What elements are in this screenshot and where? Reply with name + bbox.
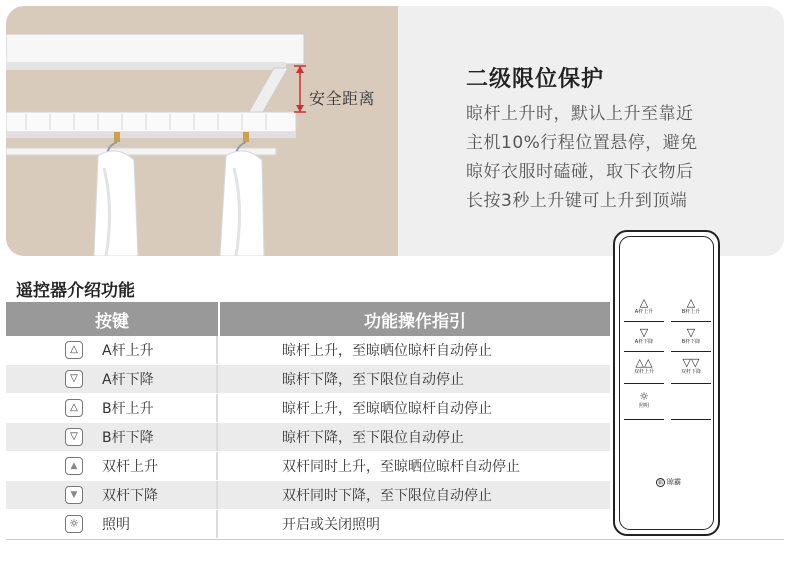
remote-divider [671, 419, 711, 420]
key-label: A杆下降 [102, 372, 154, 388]
remote-divider [624, 383, 664, 384]
table-row [6, 481, 610, 510]
table-row [6, 452, 610, 481]
hero-description-line: 晾杆上升时，默认上升至靠近 [466, 104, 694, 124]
double-down-icon: ▼ [65, 486, 83, 504]
function-cell: 晾杆下降，至下限位自动停止 [282, 372, 464, 388]
remote-button-light [624, 391, 664, 415]
double-up-icon: ▲ [65, 457, 83, 475]
remote-divider [624, 321, 664, 322]
function-cell: 晾杆上升，至晾晒位晾杆自动停止 [282, 401, 492, 417]
remote-button-label: A杆上升 [634, 309, 654, 315]
function-cell: 晾杆上升，至晾晒位晾杆自动停止 [282, 343, 492, 359]
brand-name: 晾霸 [667, 478, 681, 486]
remote-button-label: 双杆上升 [633, 369, 654, 375]
brand-mark-icon: 霸 [657, 479, 663, 486]
table-row [6, 336, 610, 365]
up-arrow-icon: △ [65, 399, 83, 417]
key-cell [6, 336, 218, 364]
light-icon: ☼ [65, 515, 83, 533]
key-label: B杆下降 [102, 430, 154, 446]
hero-description-line: 主机10%行程位置悬停，避免 [466, 133, 698, 153]
function-cell: 双杆同时上升，至晾晒位晾杆自动停止 [282, 459, 520, 475]
table-header [6, 302, 610, 336]
double-up-icon: △△ [635, 356, 653, 369]
remote-button-a-up [624, 297, 664, 321]
down-arrow-icon: ▽ [65, 428, 83, 446]
down-arrow-icon: ▽ [686, 326, 696, 339]
up-arrow-icon: △ [639, 296, 649, 309]
hero-description [466, 100, 766, 216]
safe-distance-label: 安全距离 [309, 89, 376, 108]
header-function: 功能操作指引 [364, 311, 466, 332]
section-title: 遥控器介绍功能 [16, 281, 135, 301]
key-cell [6, 481, 218, 509]
key-cell [6, 452, 218, 480]
up-arrow-icon: △ [686, 296, 696, 309]
double-down-icon: ▽▽ [682, 356, 700, 369]
remote-button-a-down [624, 327, 664, 351]
function-cell: 双杆同时下降，至下限位自动停止 [282, 488, 492, 504]
remote-divider [624, 351, 664, 352]
key-label: A杆上升 [102, 343, 154, 359]
clothes-rack-illustration [6, 6, 398, 256]
up-arrow-icon: △ [65, 341, 83, 359]
key-cell [6, 394, 218, 422]
function-cell: 晾杆下降，至下限位自动停止 [282, 430, 464, 446]
remote-button-label: B杆下降 [681, 339, 701, 345]
remote-button-b-down [671, 327, 711, 351]
table-bottom-rule [6, 539, 784, 540]
key-label: 双杆上升 [102, 459, 158, 475]
key-label: 照明 [102, 517, 130, 533]
remote-divider [671, 351, 711, 352]
hero-description-line: 晾好衣服时磕碰，取下衣物后 [466, 162, 694, 182]
remote-button-label: A杆下降 [634, 339, 654, 345]
header-key: 按键 [95, 311, 129, 332]
table-row [6, 394, 610, 423]
remote-button-label: 照明 [638, 403, 649, 409]
remote-divider [671, 321, 711, 322]
light-icon: ☼ [639, 390, 649, 403]
key-cell [6, 510, 218, 538]
key-label: B杆上升 [102, 401, 154, 417]
hero-description-line: 长按3秒上升键可上升到顶端 [466, 191, 688, 211]
remote-button-label: 双杆下降 [680, 369, 701, 375]
remote-button-b-up [671, 297, 711, 321]
function-cell: 开启或关闭照明 [282, 517, 380, 533]
table-row [6, 423, 610, 452]
remote-divider [671, 383, 711, 384]
remote-function-table [6, 302, 610, 539]
remote-face [619, 236, 714, 530]
remote-control [613, 230, 720, 536]
key-label: 双杆下降 [102, 488, 158, 504]
remote-button-both-down [671, 357, 711, 381]
down-arrow-icon: ▽ [639, 326, 649, 339]
brand-logo [656, 477, 681, 487]
table-row [6, 365, 610, 394]
hero-banner [6, 6, 784, 256]
remote-button-label: B杆上升 [681, 309, 701, 315]
remote-divider [624, 419, 664, 420]
remote-button-both-up [624, 357, 664, 381]
down-arrow-icon: ▽ [65, 370, 83, 388]
hero-title: 二级限位保护 [466, 67, 605, 92]
key-cell [6, 365, 218, 393]
table-row [6, 510, 610, 539]
key-cell [6, 423, 218, 451]
